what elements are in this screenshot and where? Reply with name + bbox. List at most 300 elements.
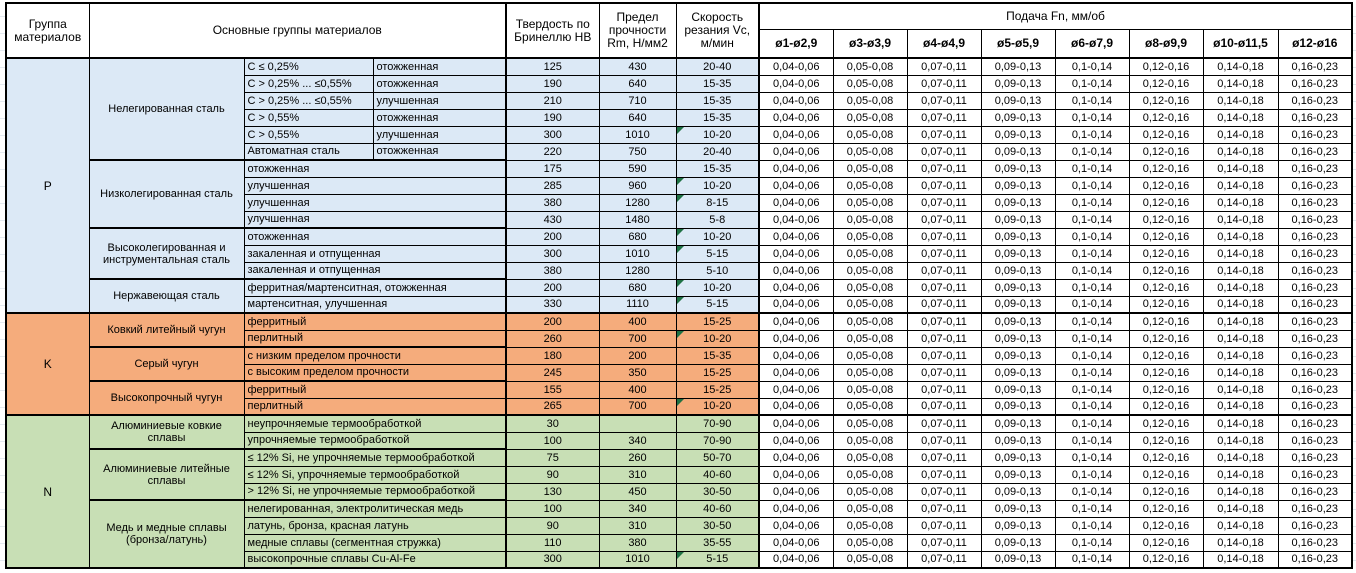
feed-value-cell[interactable]: 0,09-0,13 [981, 262, 1055, 279]
hardness-cell[interactable]: 30 [506, 415, 599, 432]
condition-cell[interactable]: C > 0,55% [244, 109, 373, 126]
feed-value-cell[interactable]: 0,07-0,11 [907, 126, 981, 143]
feed-value-cell[interactable]: 0,1-0,14 [1055, 228, 1129, 245]
feed-value-cell[interactable]: 0,1-0,14 [1055, 245, 1129, 262]
feed-value-cell[interactable]: 0,07-0,11 [907, 415, 981, 432]
feed-value-cell[interactable]: 0,12-0,16 [1129, 551, 1203, 568]
feed-value-cell[interactable]: 0,09-0,13 [981, 500, 1055, 517]
hardness-cell[interactable]: 210 [506, 92, 599, 109]
feed-value-cell[interactable]: 0,04-0,06 [759, 245, 833, 262]
feed-value-cell[interactable]: 0,09-0,13 [981, 126, 1055, 143]
condition-state-cell[interactable]: отожженная [373, 143, 506, 160]
condition-cell[interactable]: ферритная/мартенситная, отожженная [244, 279, 506, 296]
header-cutting-speed[interactable]: Скорость резания Vc, м/мин [676, 3, 759, 58]
feed-value-cell[interactable]: 0,14-0,18 [1203, 364, 1278, 381]
header-diameter-8[interactable]: ø12-ø16 [1278, 29, 1352, 58]
speed-cell[interactable]: 15-35 [676, 92, 759, 109]
condition-cell[interactable]: перлитный [244, 398, 506, 415]
feed-value-cell[interactable]: 0,12-0,16 [1129, 92, 1203, 109]
strength-cell[interactable]: 380 [599, 534, 676, 551]
condition-cell[interactable]: отожженная [244, 228, 506, 245]
feed-value-cell[interactable]: 0,09-0,13 [981, 483, 1055, 500]
feed-value-cell[interactable]: 0,09-0,13 [981, 466, 1055, 483]
feed-value-cell[interactable]: 0,05-0,08 [833, 466, 907, 483]
feed-value-cell[interactable]: 0,05-0,08 [833, 279, 907, 296]
condition-cell[interactable]: ≤ 12% Si, не упрочняемые термообработкой [244, 449, 506, 466]
feed-value-cell[interactable]: 0,1-0,14 [1055, 466, 1129, 483]
feed-value-cell[interactable]: 0,05-0,08 [833, 313, 907, 330]
feed-value-cell[interactable]: 0,04-0,06 [759, 415, 833, 432]
feed-value-cell[interactable]: 0,1-0,14 [1055, 143, 1129, 160]
strength-cell[interactable]: 310 [599, 466, 676, 483]
feed-value-cell[interactable]: 0,04-0,06 [759, 330, 833, 347]
feed-value-cell[interactable]: 0,12-0,16 [1129, 262, 1203, 279]
condition-cell[interactable]: мартенситная, улучшенная [244, 296, 506, 313]
feed-value-cell[interactable]: 0,1-0,14 [1055, 517, 1129, 534]
feed-value-cell[interactable]: 0,05-0,08 [833, 381, 907, 398]
feed-value-cell[interactable]: 0,16-0,23 [1278, 466, 1352, 483]
strength-cell[interactable]: 590 [599, 160, 676, 177]
feed-value-cell[interactable]: 0,1-0,14 [1055, 126, 1129, 143]
feed-value-cell[interactable]: 0,05-0,08 [833, 109, 907, 126]
feed-value-cell[interactable]: 0,14-0,18 [1203, 177, 1278, 194]
speed-cell[interactable]: 15-35 [676, 75, 759, 92]
feed-value-cell[interactable]: 0,09-0,13 [981, 177, 1055, 194]
condition-cell[interactable]: латунь, бронза, красная латунь [244, 517, 506, 534]
feed-value-cell[interactable]: 0,04-0,06 [759, 500, 833, 517]
feed-value-cell[interactable]: 0,09-0,13 [981, 279, 1055, 296]
speed-cell[interactable]: 20-40 [676, 58, 759, 75]
feed-value-cell[interactable]: 0,1-0,14 [1055, 262, 1129, 279]
strength-cell[interactable]: 1480 [599, 211, 676, 228]
subgroup-name-cell[interactable]: Нержавеющая сталь [89, 279, 244, 313]
hardness-cell[interactable]: 200 [506, 313, 599, 330]
feed-value-cell[interactable]: 0,14-0,18 [1203, 58, 1278, 75]
condition-cell[interactable]: упрочняемые термообработкой [244, 432, 506, 449]
feed-value-cell[interactable]: 0,16-0,23 [1278, 75, 1352, 92]
feed-value-cell[interactable]: 0,12-0,16 [1129, 415, 1203, 432]
feed-value-cell[interactable]: 0,04-0,06 [759, 92, 833, 109]
speed-cell[interactable]: 15-35 [676, 347, 759, 364]
feed-value-cell[interactable]: 0,1-0,14 [1055, 398, 1129, 415]
feed-value-cell[interactable]: 0,14-0,18 [1203, 109, 1278, 126]
strength-cell[interactable]: 700 [599, 398, 676, 415]
feed-value-cell[interactable]: 0,12-0,16 [1129, 245, 1203, 262]
feed-value-cell[interactable]: 0,12-0,16 [1129, 466, 1203, 483]
feed-value-cell[interactable]: 0,09-0,13 [981, 109, 1055, 126]
feed-value-cell[interactable]: 0,1-0,14 [1055, 381, 1129, 398]
feed-value-cell[interactable]: 0,1-0,14 [1055, 313, 1129, 330]
condition-cell[interactable]: отожженная [244, 160, 506, 177]
feed-value-cell[interactable]: 0,09-0,13 [981, 228, 1055, 245]
strength-cell[interactable]: 1280 [599, 262, 676, 279]
feed-value-cell[interactable]: 0,1-0,14 [1055, 58, 1129, 75]
feed-value-cell[interactable]: 0,12-0,16 [1129, 279, 1203, 296]
group-letter-K[interactable]: K [6, 313, 89, 415]
speed-cell[interactable]: 35-55 [676, 534, 759, 551]
strength-cell[interactable]: 1280 [599, 194, 676, 211]
feed-value-cell[interactable]: 0,16-0,23 [1278, 534, 1352, 551]
feed-value-cell[interactable]: 0,14-0,18 [1203, 143, 1278, 160]
feed-value-cell[interactable]: 0,16-0,23 [1278, 551, 1352, 568]
feed-value-cell[interactable]: 0,1-0,14 [1055, 364, 1129, 381]
feed-value-cell[interactable]: 0,12-0,16 [1129, 398, 1203, 415]
hardness-cell[interactable]: 200 [506, 228, 599, 245]
feed-value-cell[interactable]: 0,14-0,18 [1203, 194, 1278, 211]
condition-state-cell[interactable]: отожженная [373, 75, 506, 92]
condition-cell[interactable]: улучшенная [244, 177, 506, 194]
feed-value-cell[interactable]: 0,05-0,08 [833, 160, 907, 177]
speed-cell[interactable]: 10-20 [676, 398, 759, 415]
header-diameter-1[interactable]: ø1-ø2,9 [759, 29, 833, 58]
feed-value-cell[interactable]: 0,14-0,18 [1203, 296, 1278, 313]
condition-state-cell[interactable]: отожженная [373, 109, 506, 126]
condition-cell[interactable]: нелегированная, электролитическая медь [244, 500, 506, 517]
feed-value-cell[interactable]: 0,16-0,23 [1278, 279, 1352, 296]
subgroup-name-cell[interactable]: Высокопрочный чугун [89, 381, 244, 415]
feed-value-cell[interactable]: 0,12-0,16 [1129, 517, 1203, 534]
feed-value-cell[interactable]: 0,14-0,18 [1203, 500, 1278, 517]
feed-value-cell[interactable]: 0,09-0,13 [981, 415, 1055, 432]
strength-cell[interactable]: 640 [599, 75, 676, 92]
feed-value-cell[interactable]: 0,04-0,06 [759, 262, 833, 279]
feed-value-cell[interactable]: 0,07-0,11 [907, 313, 981, 330]
hardness-cell[interactable]: 300 [506, 551, 599, 568]
feed-value-cell[interactable]: 0,05-0,08 [833, 228, 907, 245]
feed-value-cell[interactable]: 0,04-0,06 [759, 347, 833, 364]
feed-value-cell[interactable]: 0,05-0,08 [833, 517, 907, 534]
condition-cell[interactable]: закаленная и отпущенная [244, 262, 506, 279]
feed-value-cell[interactable]: 0,07-0,11 [907, 245, 981, 262]
feed-value-cell[interactable]: 0,16-0,23 [1278, 228, 1352, 245]
feed-value-cell[interactable]: 0,07-0,11 [907, 330, 981, 347]
feed-value-cell[interactable]: 0,16-0,23 [1278, 143, 1352, 160]
feed-value-cell[interactable]: 0,14-0,18 [1203, 483, 1278, 500]
feed-value-cell[interactable]: 0,07-0,11 [907, 109, 981, 126]
feed-value-cell[interactable]: 0,07-0,11 [907, 517, 981, 534]
feed-value-cell[interactable]: 0,16-0,23 [1278, 483, 1352, 500]
condition-cell[interactable]: улучшенная [244, 194, 506, 211]
feed-value-cell[interactable]: 0,12-0,16 [1129, 109, 1203, 126]
hardness-cell[interactable]: 90 [506, 517, 599, 534]
strength-cell[interactable]: 750 [599, 143, 676, 160]
speed-cell[interactable]: 10-20 [676, 330, 759, 347]
feed-value-cell[interactable]: 0,09-0,13 [981, 313, 1055, 330]
feed-value-cell[interactable]: 0,09-0,13 [981, 143, 1055, 160]
feed-value-cell[interactable]: 0,14-0,18 [1203, 126, 1278, 143]
feed-value-cell[interactable]: 0,14-0,18 [1203, 381, 1278, 398]
feed-value-cell[interactable]: 0,09-0,13 [981, 211, 1055, 228]
feed-value-cell[interactable]: 0,1-0,14 [1055, 177, 1129, 194]
feed-value-cell[interactable]: 0,1-0,14 [1055, 432, 1129, 449]
feed-value-cell[interactable]: 0,14-0,18 [1203, 245, 1278, 262]
feed-value-cell[interactable]: 0,16-0,23 [1278, 517, 1352, 534]
feed-value-cell[interactable]: 0,07-0,11 [907, 177, 981, 194]
feed-value-cell[interactable]: 0,14-0,18 [1203, 551, 1278, 568]
condition-cell[interactable]: C > 0,25% ... ≤0,55% [244, 75, 373, 92]
feed-value-cell[interactable]: 0,12-0,16 [1129, 500, 1203, 517]
subgroup-name-cell[interactable]: Низколегированная сталь [89, 160, 244, 228]
feed-value-cell[interactable]: 0,07-0,11 [907, 228, 981, 245]
hardness-cell[interactable]: 90 [506, 466, 599, 483]
strength-cell[interactable]: 430 [599, 58, 676, 75]
feed-value-cell[interactable]: 0,05-0,08 [833, 262, 907, 279]
strength-cell[interactable]: 1110 [599, 296, 676, 313]
speed-cell[interactable]: 10-20 [676, 228, 759, 245]
strength-cell[interactable]: 260 [599, 449, 676, 466]
feed-value-cell[interactable]: 0,12-0,16 [1129, 483, 1203, 500]
feed-value-cell[interactable]: 0,05-0,08 [833, 58, 907, 75]
speed-cell[interactable]: 15-25 [676, 364, 759, 381]
feed-value-cell[interactable]: 0,12-0,16 [1129, 381, 1203, 398]
speed-cell[interactable]: 50-70 [676, 449, 759, 466]
subgroup-name-cell[interactable]: Алюминиевые литейные сплавы [89, 449, 244, 500]
subgroup-name-cell[interactable]: Алюминиевые ковкие сплавы [89, 415, 244, 449]
speed-cell[interactable]: 10-20 [676, 177, 759, 194]
feed-value-cell[interactable]: 0,07-0,11 [907, 143, 981, 160]
feed-value-cell[interactable]: 0,16-0,23 [1278, 92, 1352, 109]
condition-cell[interactable]: > 12% Si, не упрочняемые термообработкой [244, 483, 506, 500]
speed-cell[interactable]: 70-90 [676, 415, 759, 432]
strength-cell[interactable]: 700 [599, 330, 676, 347]
header-material-group[interactable]: Группа материалов [6, 3, 89, 58]
strength-cell[interactable]: 1010 [599, 126, 676, 143]
feed-value-cell[interactable]: 0,09-0,13 [981, 160, 1055, 177]
hardness-cell[interactable]: 300 [506, 245, 599, 262]
header-main-material-groups[interactable]: Основные группы материалов [89, 3, 506, 58]
feed-value-cell[interactable]: 0,09-0,13 [981, 92, 1055, 109]
feed-value-cell[interactable]: 0,1-0,14 [1055, 449, 1129, 466]
feed-value-cell[interactable]: 0,05-0,08 [833, 330, 907, 347]
feed-value-cell[interactable]: 0,14-0,18 [1203, 262, 1278, 279]
feed-value-cell[interactable]: 0,16-0,23 [1278, 313, 1352, 330]
feed-value-cell[interactable]: 0,07-0,11 [907, 466, 981, 483]
subgroup-name-cell[interactable]: Серый чугун [89, 347, 244, 381]
feed-value-cell[interactable]: 0,1-0,14 [1055, 483, 1129, 500]
condition-cell[interactable]: с низким пределом прочности [244, 347, 506, 364]
feed-value-cell[interactable]: 0,12-0,16 [1129, 143, 1203, 160]
feed-value-cell[interactable]: 0,05-0,08 [833, 347, 907, 364]
header-diameter-4[interactable]: ø5-ø5,9 [981, 29, 1055, 58]
hardness-cell[interactable]: 380 [506, 194, 599, 211]
strength-cell[interactable]: 1010 [599, 245, 676, 262]
feed-value-cell[interactable]: 0,16-0,23 [1278, 364, 1352, 381]
feed-value-cell[interactable]: 0,09-0,13 [981, 330, 1055, 347]
feed-value-cell[interactable]: 0,16-0,23 [1278, 500, 1352, 517]
feed-value-cell[interactable]: 0,04-0,06 [759, 313, 833, 330]
condition-cell[interactable]: с высоким пределом прочности [244, 364, 506, 381]
feed-value-cell[interactable]: 0,05-0,08 [833, 245, 907, 262]
hardness-cell[interactable]: 220 [506, 143, 599, 160]
feed-value-cell[interactable]: 0,14-0,18 [1203, 92, 1278, 109]
strength-cell[interactable]: 340 [599, 500, 676, 517]
strength-cell[interactable]: 400 [599, 381, 676, 398]
feed-value-cell[interactable]: 0,05-0,08 [833, 194, 907, 211]
feed-value-cell[interactable]: 0,07-0,11 [907, 279, 981, 296]
condition-cell[interactable]: высокопрочные сплавы Cu-Al-Fe [244, 551, 506, 568]
feed-value-cell[interactable]: 0,04-0,06 [759, 551, 833, 568]
feed-value-cell[interactable]: 0,04-0,06 [759, 483, 833, 500]
condition-cell[interactable]: ферритный [244, 313, 506, 330]
feed-value-cell[interactable]: 0,05-0,08 [833, 126, 907, 143]
feed-value-cell[interactable]: 0,07-0,11 [907, 364, 981, 381]
feed-value-cell[interactable]: 0,05-0,08 [833, 143, 907, 160]
feed-value-cell[interactable]: 0,1-0,14 [1055, 75, 1129, 92]
condition-state-cell[interactable]: отожженная [373, 58, 506, 75]
strength-cell[interactable]: 640 [599, 109, 676, 126]
feed-value-cell[interactable]: 0,12-0,16 [1129, 75, 1203, 92]
feed-value-cell[interactable]: 0,07-0,11 [907, 211, 981, 228]
feed-value-cell[interactable]: 0,05-0,08 [833, 449, 907, 466]
speed-cell[interactable]: 20-40 [676, 143, 759, 160]
feed-value-cell[interactable]: 0,09-0,13 [981, 245, 1055, 262]
feed-value-cell[interactable]: 0,05-0,08 [833, 75, 907, 92]
feed-value-cell[interactable]: 0,09-0,13 [981, 551, 1055, 568]
feed-value-cell[interactable]: 0,04-0,06 [759, 364, 833, 381]
speed-cell[interactable]: 15-25 [676, 313, 759, 330]
feed-value-cell[interactable]: 0,09-0,13 [981, 449, 1055, 466]
condition-cell[interactable]: ферритный [244, 381, 506, 398]
hardness-cell[interactable]: 175 [506, 160, 599, 177]
subgroup-name-cell[interactable]: Медь и медные сплавы (бронза/латунь) [89, 500, 244, 568]
strength-cell[interactable]: 400 [599, 313, 676, 330]
hardness-cell[interactable]: 265 [506, 398, 599, 415]
feed-value-cell[interactable]: 0,04-0,06 [759, 381, 833, 398]
condition-state-cell[interactable]: улучшенная [373, 126, 506, 143]
feed-value-cell[interactable]: 0,04-0,06 [759, 126, 833, 143]
feed-value-cell[interactable]: 0,12-0,16 [1129, 449, 1203, 466]
feed-value-cell[interactable]: 0,14-0,18 [1203, 211, 1278, 228]
feed-value-cell[interactable]: 0,07-0,11 [907, 58, 981, 75]
feed-value-cell[interactable]: 0,14-0,18 [1203, 347, 1278, 364]
feed-value-cell[interactable]: 0,04-0,06 [759, 279, 833, 296]
feed-value-cell[interactable]: 0,05-0,08 [833, 211, 907, 228]
feed-value-cell[interactable]: 0,07-0,11 [907, 534, 981, 551]
speed-cell[interactable]: 40-60 [676, 500, 759, 517]
strength-cell[interactable]: 680 [599, 279, 676, 296]
feed-value-cell[interactable]: 0,09-0,13 [981, 517, 1055, 534]
condition-cell[interactable]: ≤ 12% Si, упрочняемые термообработкой [244, 466, 506, 483]
feed-value-cell[interactable]: 0,16-0,23 [1278, 415, 1352, 432]
strength-cell[interactable]: 350 [599, 364, 676, 381]
feed-value-cell[interactable]: 0,16-0,23 [1278, 432, 1352, 449]
feed-value-cell[interactable]: 0,04-0,06 [759, 75, 833, 92]
hardness-cell[interactable]: 190 [506, 109, 599, 126]
feed-value-cell[interactable]: 0,07-0,11 [907, 194, 981, 211]
strength-cell[interactable]: 710 [599, 92, 676, 109]
feed-value-cell[interactable]: 0,16-0,23 [1278, 245, 1352, 262]
feed-value-cell[interactable]: 0,12-0,16 [1129, 211, 1203, 228]
feed-value-cell[interactable]: 0,1-0,14 [1055, 160, 1129, 177]
condition-cell[interactable]: Автоматная сталь [244, 143, 373, 160]
feed-value-cell[interactable]: 0,05-0,08 [833, 398, 907, 415]
feed-value-cell[interactable]: 0,04-0,06 [759, 398, 833, 415]
strength-cell[interactable]: 1010 [599, 551, 676, 568]
feed-value-cell[interactable]: 0,07-0,11 [907, 449, 981, 466]
feed-value-cell[interactable]: 0,07-0,11 [907, 381, 981, 398]
feed-value-cell[interactable]: 0,07-0,11 [907, 483, 981, 500]
feed-value-cell[interactable]: 0,04-0,06 [759, 177, 833, 194]
hardness-cell[interactable]: 130 [506, 483, 599, 500]
feed-value-cell[interactable]: 0,05-0,08 [833, 432, 907, 449]
feed-value-cell[interactable]: 0,04-0,06 [759, 449, 833, 466]
feed-value-cell[interactable]: 0,04-0,06 [759, 109, 833, 126]
feed-value-cell[interactable]: 0,04-0,06 [759, 228, 833, 245]
feed-value-cell[interactable]: 0,16-0,23 [1278, 109, 1352, 126]
feed-value-cell[interactable]: 0,12-0,16 [1129, 347, 1203, 364]
feed-value-cell[interactable]: 0,09-0,13 [981, 398, 1055, 415]
condition-cell[interactable]: улучшенная [244, 211, 506, 228]
condition-cell[interactable]: C ≤ 0,25% [244, 58, 373, 75]
feed-value-cell[interactable]: 0,16-0,23 [1278, 160, 1352, 177]
feed-value-cell[interactable]: 0,07-0,11 [907, 160, 981, 177]
feed-value-cell[interactable]: 0,12-0,16 [1129, 126, 1203, 143]
feed-value-cell[interactable]: 0,14-0,18 [1203, 449, 1278, 466]
hardness-cell[interactable]: 100 [506, 432, 599, 449]
header-diameter-6[interactable]: ø8-ø9,9 [1129, 29, 1203, 58]
feed-value-cell[interactable]: 0,1-0,14 [1055, 279, 1129, 296]
feed-value-cell[interactable]: 0,07-0,11 [907, 347, 981, 364]
subgroup-name-cell[interactable]: Высоколегированная и инструментальная сталь [89, 228, 244, 279]
feed-value-cell[interactable]: 0,14-0,18 [1203, 279, 1278, 296]
feed-value-cell[interactable]: 0,1-0,14 [1055, 92, 1129, 109]
feed-value-cell[interactable]: 0,04-0,06 [759, 194, 833, 211]
feed-value-cell[interactable]: 0,05-0,08 [833, 415, 907, 432]
speed-cell[interactable]: 15-25 [676, 381, 759, 398]
speed-cell[interactable]: 15-35 [676, 160, 759, 177]
feed-value-cell[interactable]: 0,09-0,13 [981, 58, 1055, 75]
feed-value-cell[interactable]: 0,05-0,08 [833, 500, 907, 517]
feed-value-cell[interactable]: 0,1-0,14 [1055, 347, 1129, 364]
speed-cell[interactable]: 10-20 [676, 279, 759, 296]
feed-value-cell[interactable]: 0,09-0,13 [981, 75, 1055, 92]
condition-cell[interactable]: закаленная и отпущенная [244, 245, 506, 262]
strength-cell[interactable]: 340 [599, 432, 676, 449]
header-brinell-hardness[interactable]: Твердость по Бринеллю НВ [506, 3, 599, 58]
feed-value-cell[interactable]: 0,12-0,16 [1129, 534, 1203, 551]
feed-value-cell[interactable]: 0,12-0,16 [1129, 313, 1203, 330]
feed-value-cell[interactable]: 0,07-0,11 [907, 398, 981, 415]
feed-value-cell[interactable]: 0,04-0,06 [759, 296, 833, 313]
group-letter-P[interactable]: P [6, 58, 89, 313]
header-diameter-3[interactable]: ø4-ø4,9 [907, 29, 981, 58]
feed-value-cell[interactable]: 0,09-0,13 [981, 364, 1055, 381]
header-diameter-7[interactable]: ø10-ø11,5 [1203, 29, 1278, 58]
feed-value-cell[interactable]: 0,12-0,16 [1129, 432, 1203, 449]
feed-value-cell[interactable]: 0,05-0,08 [833, 534, 907, 551]
speed-cell[interactable]: 5-15 [676, 296, 759, 313]
speed-cell[interactable]: 5-15 [676, 245, 759, 262]
feed-value-cell[interactable]: 0,14-0,18 [1203, 398, 1278, 415]
feed-value-cell[interactable]: 0,12-0,16 [1129, 160, 1203, 177]
feed-value-cell[interactable]: 0,12-0,16 [1129, 330, 1203, 347]
hardness-cell[interactable]: 245 [506, 364, 599, 381]
feed-value-cell[interactable]: 0,16-0,23 [1278, 177, 1352, 194]
strength-cell[interactable]: 450 [599, 483, 676, 500]
feed-value-cell[interactable]: 0,04-0,06 [759, 211, 833, 228]
hardness-cell[interactable]: 190 [506, 75, 599, 92]
feed-value-cell[interactable]: 0,09-0,13 [981, 194, 1055, 211]
feed-value-cell[interactable]: 0,04-0,06 [759, 143, 833, 160]
strength-cell[interactable]: 310 [599, 517, 676, 534]
feed-value-cell[interactable]: 0,14-0,18 [1203, 432, 1278, 449]
feed-value-cell[interactable]: 0,04-0,06 [759, 432, 833, 449]
speed-cell[interactable]: 5-8 [676, 211, 759, 228]
feed-value-cell[interactable]: 0,1-0,14 [1055, 211, 1129, 228]
feed-value-cell[interactable]: 0,14-0,18 [1203, 313, 1278, 330]
feed-value-cell[interactable]: 0,07-0,11 [907, 500, 981, 517]
feed-value-cell[interactable]: 0,1-0,14 [1055, 551, 1129, 568]
